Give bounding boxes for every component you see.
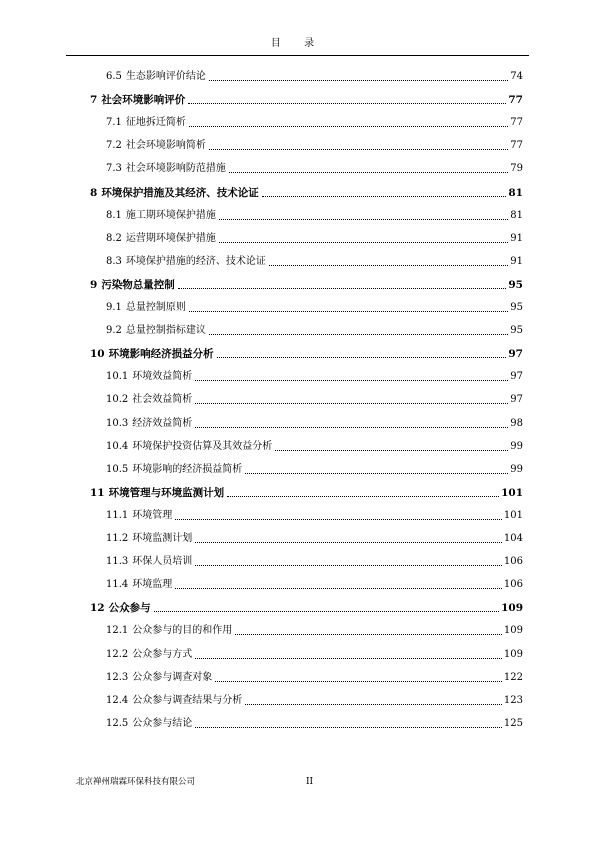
toc-entry-page: 106 xyxy=(503,579,523,591)
toc-entry-page: 125 xyxy=(503,717,523,729)
toc-section-entry[interactable] xyxy=(106,139,523,153)
toc-dot-leader xyxy=(227,496,499,497)
toc-entry-number: 10.3 xyxy=(106,417,129,429)
toc-entry-title: 公众参与调查对象 xyxy=(132,671,213,683)
toc-entry-page: 77 xyxy=(508,94,523,107)
toc-entry-number: 10.2 xyxy=(106,394,129,406)
toc-dot-leader xyxy=(217,357,507,358)
toc-entry-number: 11.2 xyxy=(106,533,129,544)
toc-entry-number: 9.2 xyxy=(106,325,122,337)
page-footer xyxy=(76,775,526,789)
toc-entry-title: 运营期环境保护措施 xyxy=(125,232,216,244)
toc-section-entry[interactable] xyxy=(106,417,523,431)
toc-entry-page: 99 xyxy=(510,440,523,452)
toc-dot-leader xyxy=(195,727,502,728)
toc-entry-page: 95 xyxy=(510,325,523,337)
toc-section-entry[interactable] xyxy=(106,440,523,454)
toc-entry-page: 97 xyxy=(510,394,523,406)
toc-section-entry[interactable] xyxy=(106,116,523,130)
toc-entry-title: 社会效益简析 xyxy=(132,394,193,406)
toc-entry-number: 11.1 xyxy=(106,509,129,521)
toc-entry-title: 环境监理 xyxy=(132,579,173,591)
toc-entry-number: 8 xyxy=(90,186,98,199)
toc-chapter-entry[interactable] xyxy=(90,486,523,500)
toc-entry-title: 社会环境影响简析 xyxy=(125,140,206,152)
toc-entry-page: 109 xyxy=(501,602,523,615)
footer-company-name: 北京禅州瑞霖环保科技有限公司 xyxy=(76,777,196,787)
toc-entry-title: 环境管理 xyxy=(132,509,173,521)
toc-dot-leader xyxy=(195,565,502,566)
toc-entry-page: 95 xyxy=(508,278,523,291)
toc-dot-leader xyxy=(275,450,508,451)
toc-entry-page: 97 xyxy=(508,348,523,361)
toc-entry-page: 123 xyxy=(503,694,523,706)
toc-entry-title: 环保人员培训 xyxy=(132,556,193,568)
toc-section-entry[interactable] xyxy=(106,255,523,269)
toc-section-entry[interactable] xyxy=(106,648,523,662)
toc-entry-page: 101 xyxy=(503,509,523,521)
toc-heading: 目 录 xyxy=(270,38,325,49)
toc-entry-number: 11 xyxy=(90,486,105,499)
toc-entry-page: 106 xyxy=(503,556,523,568)
toc-section-entry[interactable] xyxy=(106,578,523,592)
toc-section-entry[interactable] xyxy=(106,463,523,477)
toc-section-entry[interactable] xyxy=(106,532,523,546)
toc-entry-number: 9.1 xyxy=(106,302,122,313)
toc-chapter-entry[interactable] xyxy=(90,186,523,200)
toc-entry-title: 环境影响的经济损益简析 xyxy=(132,463,243,475)
toc-section-entry[interactable] xyxy=(106,324,523,338)
footer-page-number: II xyxy=(306,777,314,787)
toc-entry-page: 99 xyxy=(510,463,523,475)
toc-entry-number: 10.1 xyxy=(106,371,129,383)
toc-entry-number: 7 xyxy=(90,94,98,107)
toc-entry-number: 6.5 xyxy=(106,71,122,82)
toc-dot-leader xyxy=(178,288,507,289)
toc-section-entry[interactable] xyxy=(106,209,523,223)
toc-entry-title: 生态影响评价结论 xyxy=(125,71,206,82)
toc-entry-number: 7.1 xyxy=(106,117,122,129)
toc-entry-title: 环境监测计划 xyxy=(132,533,193,544)
toc-dot-leader xyxy=(269,265,508,266)
toc-section-entry[interactable] xyxy=(106,301,523,315)
toc-section-entry[interactable] xyxy=(106,694,523,708)
toc-dot-leader xyxy=(262,196,507,197)
toc-entry-page: 109 xyxy=(503,625,523,637)
toc-entry-title: 公众参与调查结果与分析 xyxy=(132,694,243,706)
toc-entry-number: 8.1 xyxy=(106,209,122,221)
toc-entry-title: 公众参与方式 xyxy=(132,648,193,660)
toc-entry-number: 8.2 xyxy=(106,232,122,244)
toc-dot-leader xyxy=(195,403,508,404)
toc-entry-title: 环境保护投资估算及其效益分析 xyxy=(132,440,273,452)
toc-entry-title: 施工期环境保护措施 xyxy=(125,209,216,221)
toc-entry-page: 81 xyxy=(510,209,523,221)
toc-entry-title: 社会环境影响评价 xyxy=(101,94,186,107)
toc-dot-leader xyxy=(195,380,508,381)
toc-dot-leader xyxy=(189,126,508,127)
toc-section-entry[interactable] xyxy=(106,671,523,685)
toc-entry-number: 12 xyxy=(90,602,105,615)
toc-entry-number: 10 xyxy=(90,348,105,361)
toc-section-entry[interactable] xyxy=(106,624,523,638)
toc-dot-leader xyxy=(245,473,508,474)
toc-entry-number: 7.2 xyxy=(106,140,122,152)
toc-entry-page: 91 xyxy=(510,232,523,244)
toc-entry-title: 公众参与的目的和作用 xyxy=(132,625,233,637)
toc-entry-number: 12.1 xyxy=(106,625,129,637)
toc-entry-page: 98 xyxy=(510,417,523,429)
toc-dot-leader xyxy=(195,542,502,543)
toc-entry-page: 101 xyxy=(501,486,523,499)
toc-entry-number: 7.3 xyxy=(106,163,122,175)
toc-entry-page: 77 xyxy=(510,140,523,152)
toc-entry-page: 104 xyxy=(503,533,523,544)
toc-entry-title: 环境效益简析 xyxy=(132,371,193,383)
toc-entry-title: 公众参与 xyxy=(108,602,151,615)
toc-dot-leader xyxy=(229,172,508,173)
toc-dot-leader xyxy=(219,242,508,243)
toc-dot-leader xyxy=(154,611,499,612)
toc-entry-number: 11.4 xyxy=(106,579,129,591)
toc-dot-leader xyxy=(175,519,502,520)
toc-dot-leader xyxy=(215,681,502,682)
toc-dot-leader xyxy=(195,427,508,428)
toc-entry-title: 环境管理与环境监测计划 xyxy=(108,486,225,499)
toc-chapter-entry[interactable] xyxy=(90,278,523,292)
toc-section-entry[interactable] xyxy=(106,162,523,176)
toc-section-entry[interactable] xyxy=(106,370,523,384)
toc-entry-number: 12.5 xyxy=(106,717,129,729)
toc-entry-page: 77 xyxy=(510,117,523,129)
toc-entry-number: 10.4 xyxy=(106,440,129,452)
toc-entry-page: 79 xyxy=(510,163,523,175)
toc-entry-number: 12.4 xyxy=(106,694,129,706)
toc-entry-page: 97 xyxy=(510,371,523,383)
toc-entry-title: 环境保护措施的经济、技术论证 xyxy=(125,255,266,267)
toc-dot-leader xyxy=(188,103,506,104)
toc-dot-leader xyxy=(175,588,502,589)
toc-dot-leader xyxy=(209,334,508,335)
toc-entry-page: 91 xyxy=(510,255,523,267)
toc-dot-leader xyxy=(189,311,508,312)
toc-entry-title: 经济效益简析 xyxy=(132,417,193,429)
toc-entry-number: 11.3 xyxy=(106,556,129,568)
toc-entry-title: 社会环境影响防范措施 xyxy=(125,163,226,175)
toc-chapter-entry[interactable] xyxy=(90,601,523,615)
toc-chapter-entry[interactable] xyxy=(90,347,523,361)
toc-entry-title: 总量控制指标建议 xyxy=(125,325,206,337)
toc-entry-number: 12.3 xyxy=(106,671,129,683)
toc-entry-page: 74 xyxy=(510,71,523,82)
page-header xyxy=(66,33,529,56)
toc-dot-leader xyxy=(219,219,508,220)
toc-section-entry[interactable] xyxy=(106,70,523,84)
toc-entry-title: 环境影响经济损益分析 xyxy=(108,348,214,361)
toc-dot-leader xyxy=(245,704,502,705)
toc-entry-page: 81 xyxy=(508,186,523,199)
toc-entry-page: 95 xyxy=(510,302,523,313)
toc-entry-title: 总量控制原则 xyxy=(125,302,186,313)
toc-section-entry[interactable] xyxy=(106,509,523,523)
toc-dot-leader xyxy=(209,149,508,150)
toc-entry-page: 109 xyxy=(503,648,523,660)
toc-entry-title: 公众参与结论 xyxy=(132,717,193,729)
toc-entry-page: 122 xyxy=(503,671,523,683)
toc-entry-number: 12.2 xyxy=(106,648,129,660)
toc-section-entry[interactable] xyxy=(106,555,523,569)
toc-chapter-entry[interactable] xyxy=(90,93,523,107)
toc-dot-leader xyxy=(195,658,502,659)
toc-dot-leader xyxy=(209,80,508,81)
toc-dot-leader xyxy=(235,634,502,635)
toc-section-entry[interactable] xyxy=(106,393,523,407)
toc-section-entry[interactable] xyxy=(106,232,523,246)
toc-entry-number: 10.5 xyxy=(106,463,129,475)
toc-entry-number: 8.3 xyxy=(106,255,122,267)
toc-entry-number: 9 xyxy=(90,278,98,291)
toc-entry-title: 环境保护措施及其经济、技术论证 xyxy=(101,186,259,199)
toc-section-entry[interactable] xyxy=(106,717,523,731)
toc-entry-title: 征地拆迁简析 xyxy=(125,117,186,129)
toc-entry-title: 污染物总量控制 xyxy=(101,278,175,291)
